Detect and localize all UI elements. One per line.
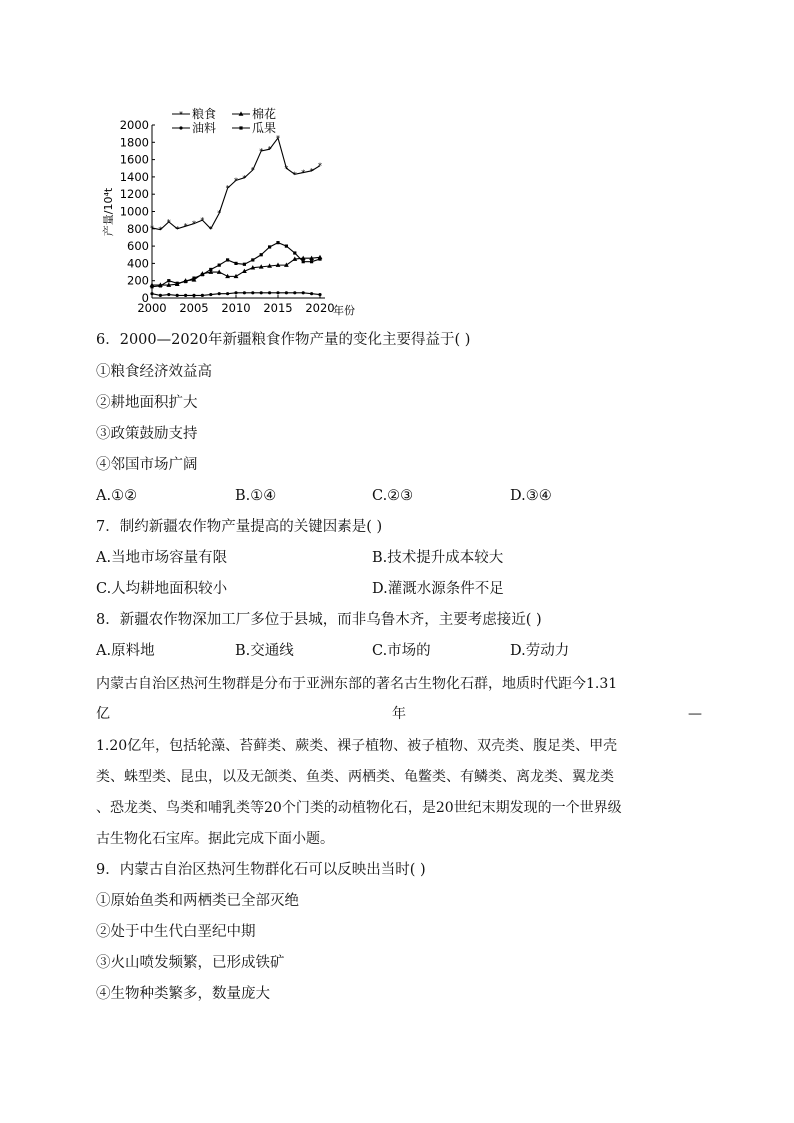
- question-6-option-a: A.①②: [96, 488, 138, 504]
- data-point: [159, 284, 162, 287]
- data-point: [159, 294, 162, 297]
- data-point: *: [192, 219, 196, 229]
- data-point: [260, 253, 263, 256]
- series-line: [152, 257, 320, 285]
- chart-axes: [152, 125, 325, 298]
- data-point: [285, 291, 288, 294]
- data-point: [184, 294, 187, 297]
- data-point: [293, 251, 296, 254]
- data-point: *: [234, 176, 238, 186]
- y-tick-label: 400: [127, 256, 149, 271]
- series-triangle: [150, 255, 323, 287]
- question-7-option-d: D.灌溉水源条件不足: [372, 581, 504, 597]
- data-point: *: [318, 161, 322, 171]
- data-point: *: [175, 224, 180, 234]
- production-line-chart: [100, 104, 370, 318]
- data-point: [251, 258, 254, 261]
- data-point: [310, 292, 313, 295]
- data-point: *: [259, 146, 264, 156]
- data-point: *: [166, 217, 171, 227]
- data-point: *: [309, 166, 314, 176]
- data-point: [184, 280, 187, 283]
- data-point: [234, 262, 237, 265]
- question-8-stem: 8．新疆农作物深加工厂多位于县城，而非乌鲁木齐，主要考虑接近( ): [96, 612, 542, 628]
- data-point: [260, 291, 263, 294]
- data-point: [268, 291, 271, 294]
- data-point: [239, 126, 242, 129]
- passage-line-6: 古生物化石宝库。据此完成下面小题。: [96, 831, 334, 847]
- passage-line-2-part-3: —: [688, 706, 702, 722]
- y-tick-label: 1800: [119, 135, 149, 150]
- x-axis-label: 年份: [333, 304, 355, 317]
- data-point: *: [276, 133, 280, 143]
- data-point: [218, 292, 221, 295]
- y-tick-label: 2000: [119, 118, 149, 132]
- question-6-option-c: C.②③: [372, 488, 414, 504]
- x-tick-label: 2015: [263, 301, 293, 315]
- x-tick-label: 2005: [179, 301, 209, 315]
- passage-line-4: 类、蛛型类、昆虫，以及无颌类、鱼类、两栖类、龟鳖类、有鳞类、离龙类、翼龙类: [96, 769, 614, 785]
- chart-legend: [172, 106, 276, 135]
- question-6-item-3: ③政策鼓励支持: [96, 426, 198, 442]
- question-9-item-3: ③火山喷发频繁，已形成铁矿: [96, 955, 285, 971]
- question-6-option-d: D.③④: [510, 488, 552, 504]
- data-point: *: [200, 216, 205, 226]
- passage-line-2-part-2: 年: [392, 706, 406, 722]
- data-point: [201, 294, 204, 297]
- data-point: *: [292, 170, 297, 180]
- question-7-option-b: B.技术提升成本较大: [372, 550, 504, 566]
- data-point: *: [225, 184, 230, 194]
- question-9-item-4: ④生物种类繁多，数量庞大: [96, 986, 270, 1002]
- question-6-item-1: ①粮食经济效益高: [96, 364, 212, 380]
- y-tick-label: 600: [127, 239, 149, 254]
- data-point: [285, 245, 288, 248]
- data-point: [179, 126, 182, 129]
- passage-line-3: 1.20亿年，包括轮藻、苔藓类、蕨类、裸子植物、被子植物、双壳类、腹足类、甲壳: [96, 738, 618, 754]
- data-point: [318, 257, 321, 260]
- question-8-option-a: A.原料地: [96, 643, 155, 659]
- data-point: *: [284, 164, 289, 174]
- question-6-stem: 6．2000—2020年新疆粮食作物产量的变化主要得益于( ): [96, 332, 471, 348]
- data-point: *: [217, 209, 222, 219]
- y-tick-label: 1600: [119, 152, 149, 167]
- x-tick-label: 2020: [305, 301, 335, 315]
- question-9-item-1: ①原始鱼类和两栖类已全部灭绝: [96, 893, 299, 909]
- data-point: [318, 293, 321, 296]
- data-point: [209, 293, 212, 296]
- data-point: *: [267, 145, 272, 155]
- series-star: [150, 134, 322, 235]
- data-point: [268, 245, 271, 248]
- passage-line-2: [96, 704, 702, 724]
- data-point: [234, 291, 237, 294]
- x-tick-label: 2000: [137, 301, 167, 315]
- data-point: [176, 282, 179, 285]
- y-tick-label: 1200: [119, 187, 149, 202]
- data-point: [226, 258, 229, 261]
- passage-line-2-part-1: 亿: [96, 706, 110, 722]
- data-point: [302, 291, 305, 294]
- question-9-stem: 9．内蒙古自治区热河生物群化石可以反映出当时( ): [96, 862, 426, 878]
- question-6-item-2: ②耕地面积扩大: [96, 395, 198, 411]
- passage-line-1: 内蒙古自治区热河生物群是分布于亚洲东部的著名古生物化石群，地质时代距今1.31: [96, 676, 618, 692]
- data-point: *: [301, 168, 306, 178]
- data-point: *: [150, 223, 154, 233]
- y-tick-label: 1000: [119, 204, 149, 219]
- question-7-option-a: A.当地市场容量有限: [96, 550, 228, 566]
- data-point: *: [242, 173, 247, 183]
- legend-label: 棉花: [252, 107, 277, 121]
- data-point: [310, 260, 313, 263]
- data-point: [201, 273, 204, 276]
- data-point: [176, 294, 179, 297]
- data-point: *: [183, 222, 188, 232]
- data-point: [293, 291, 296, 294]
- data-point: [192, 277, 195, 280]
- data-point: [150, 285, 153, 288]
- legend-label: 粮食: [192, 107, 217, 121]
- data-point: [302, 260, 305, 263]
- legend-label: 瓜果: [252, 121, 277, 135]
- x-tick-label: 2010: [221, 301, 251, 315]
- data-point: *: [158, 225, 163, 235]
- passage-line-5: 、恐龙类、鸟类和哺乳类等20个门类的动植物化石，是20世纪末期发现的一个世界级: [96, 800, 622, 816]
- data-point: [192, 294, 195, 297]
- question-8-option-b: B.交通线: [235, 643, 294, 659]
- chart-series: [150, 134, 323, 297]
- data-point: [150, 292, 153, 295]
- data-point: [243, 291, 246, 294]
- data-point: [167, 279, 170, 282]
- question-9-item-2: ②处于中生代白垩纪中期: [96, 924, 256, 940]
- data-point: [276, 241, 279, 244]
- data-point: [209, 268, 212, 271]
- series-square: [150, 241, 321, 288]
- y-axis-label: 产量/10⁴t: [102, 187, 115, 237]
- question-8-option-c: C.市场的: [372, 643, 431, 659]
- data-point: [276, 291, 279, 294]
- data-point: [167, 293, 170, 296]
- y-tick-label: 1400: [119, 169, 149, 184]
- legend-label: 油料: [192, 121, 217, 135]
- data-point: *: [250, 165, 255, 175]
- data-point: [251, 291, 254, 294]
- data-point: *: [179, 110, 183, 119]
- y-tick-label: 200: [127, 273, 149, 288]
- question-6-option-b: B.①④: [235, 488, 277, 504]
- question-8-option-d: D.劳动力: [510, 643, 570, 659]
- data-point: [218, 264, 221, 267]
- question-7-stem: 7．制约新疆农作物产量提高的关键因素是( ): [96, 519, 383, 535]
- y-tick-label: 0: [141, 291, 149, 305]
- question-7-option-c: C.人均耕地面积较小: [96, 581, 228, 597]
- data-point: *: [208, 224, 213, 234]
- data-point: [243, 263, 246, 266]
- y-tick-label: 800: [127, 221, 149, 236]
- question-6-item-4: ④邻国市场广阔: [96, 457, 198, 473]
- data-point: [226, 292, 229, 295]
